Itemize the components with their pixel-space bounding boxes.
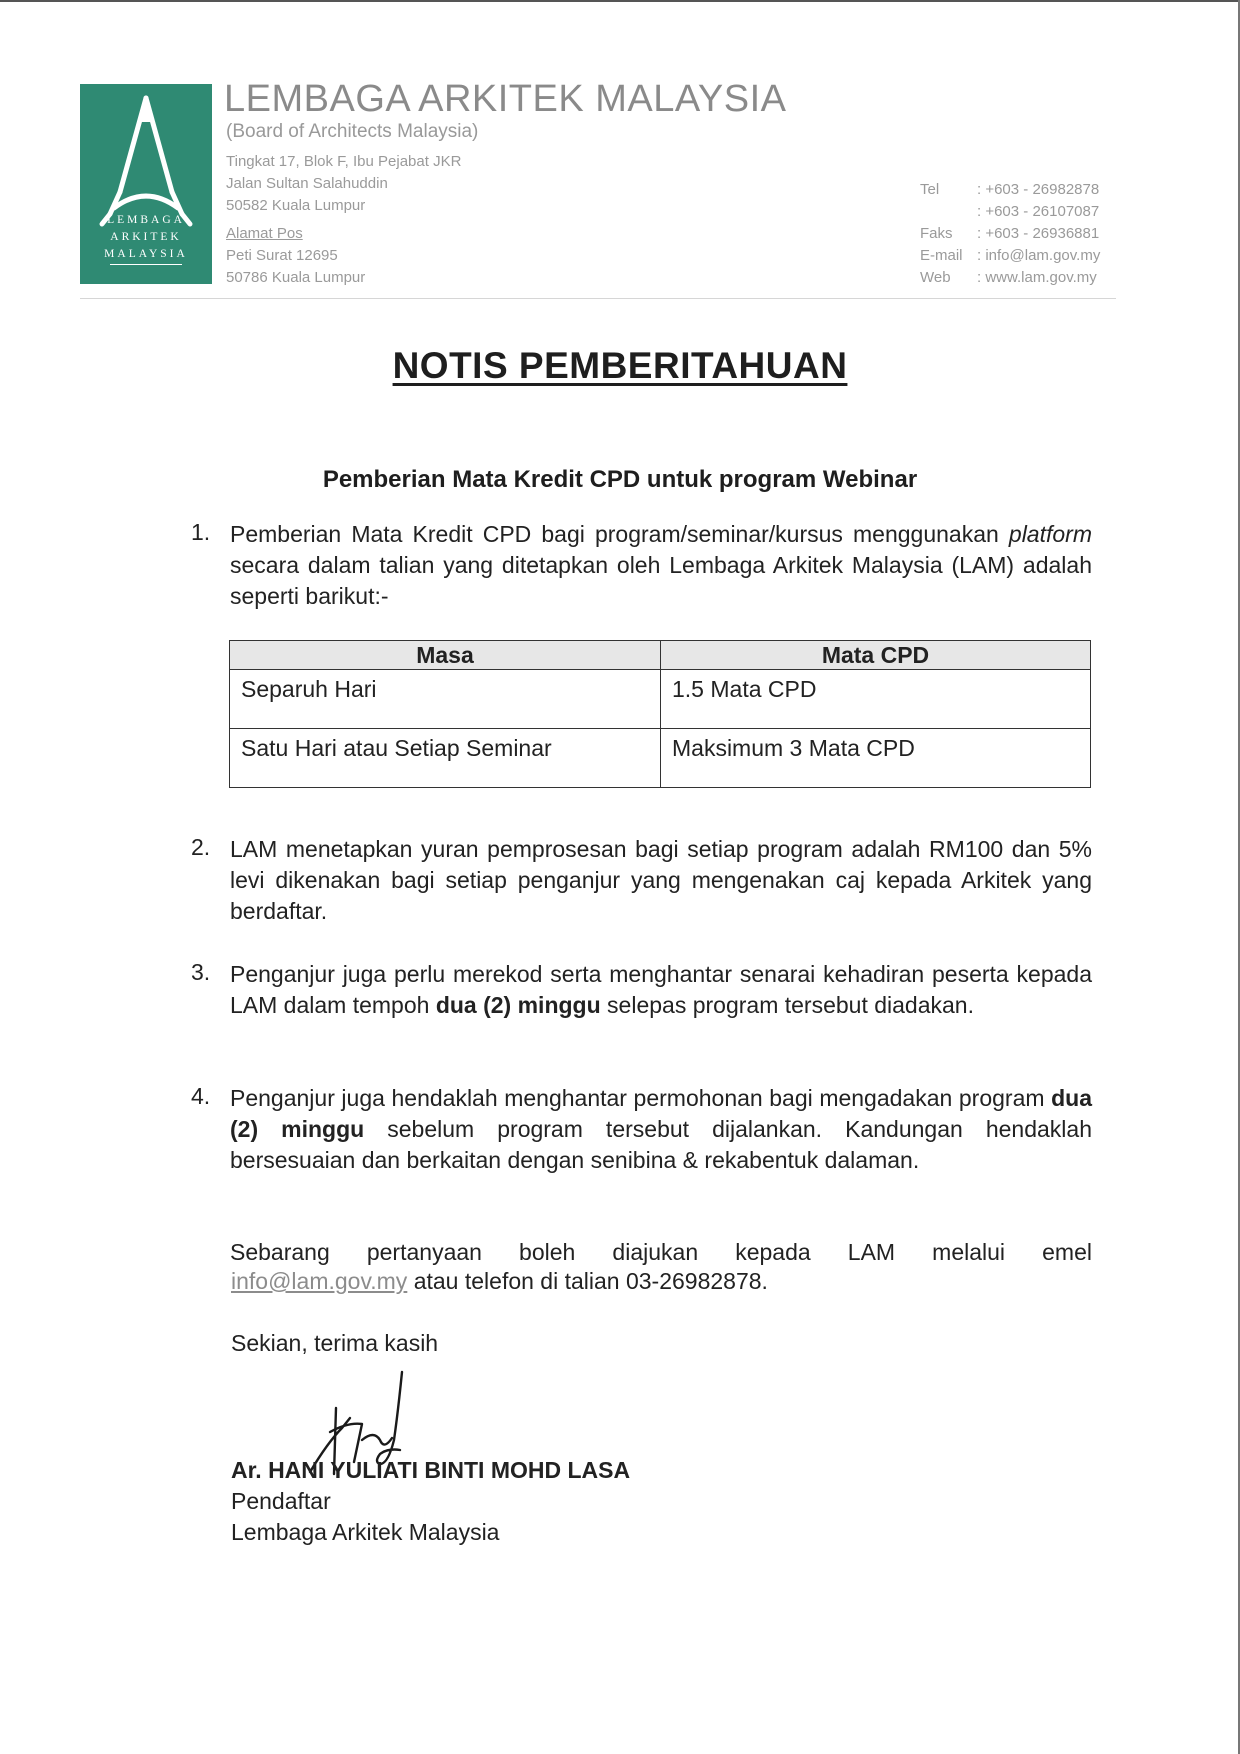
scan-edge-top xyxy=(0,0,1240,2)
signer-organisation: Lembaga Arkitek Malaysia xyxy=(231,1519,500,1545)
table-header-mata-cpd: Mata CPD xyxy=(661,641,1091,670)
item-2-number: 2. xyxy=(191,834,211,860)
item-4-text-b: sebelum program tersebut dijalankan. Kandungan hendaklah bersesuaian dan berkaitan dengan senibina & rekabentuk dalaman. xyxy=(230,1116,1092,1173)
cpd-table xyxy=(229,640,1091,788)
notice-subject: Pemberian Mata Kredit CPD untuk program Webinar xyxy=(322,466,918,493)
table-cell: Satu Hari atau Setiap Seminar xyxy=(230,729,661,788)
signer-name: Ar. HANI YULIATI BINTI MOHD LASA xyxy=(231,1457,631,1483)
table-cell: Separuh Hari xyxy=(230,670,661,729)
address-line-1: Tingkat 17, Blok F, Ibu Pejabat JKR xyxy=(226,153,462,170)
item-1-text-b: secara dalam talian yang ditetapkan oleh Lembaga Arkitek Malaysia (LAM) adalah seperti barikut:- xyxy=(230,552,1092,609)
contact-label-tel: Tel xyxy=(920,181,940,198)
table-header-masa: Masa xyxy=(230,641,661,670)
item-3-text-b: selepas program tersebut diadakan. xyxy=(600,992,974,1018)
logo-line-3: MALAYSIA xyxy=(104,248,188,260)
enquiry-line-1: Sebarang pertanyaan boleh diajukan kepada LAM melalui emel xyxy=(230,1239,1092,1265)
item-1-text xyxy=(230,519,1092,612)
address-line-2: Jalan Sultan Salahuddin xyxy=(226,175,388,192)
postal-line-1: Peti Surat 12695 xyxy=(226,247,338,264)
letterhead-divider xyxy=(80,298,1116,299)
table-row xyxy=(230,670,1091,729)
notice-title-text: NOTIS PEMBERITAHUAN xyxy=(392,345,848,386)
enquiry-line-2 xyxy=(231,1268,768,1295)
item-4-text xyxy=(230,1083,1092,1176)
item-4-number: 4. xyxy=(191,1083,211,1109)
contact-value-tel-1: : +603 - 26982878 xyxy=(977,181,1100,198)
item-3-text-bold: dua (2) minggu xyxy=(435,992,601,1018)
item-1-number: 1. xyxy=(191,519,211,545)
item-1-text-a: Pemberian Mata Kredit CPD bagi program/seminar/kursus menggunakan xyxy=(230,521,1009,547)
lam-logo xyxy=(80,84,212,284)
contact-label-fax: Faks xyxy=(920,225,953,242)
contact-label-email: E-mail xyxy=(920,247,963,264)
item-3-number: 3. xyxy=(191,959,211,985)
table-row xyxy=(230,729,1091,788)
table-cell: Maksimum 3 Mata CPD xyxy=(661,729,1091,788)
logo-line-1: LEMBAGA xyxy=(107,214,185,226)
organisation-subtitle: (Board of Architects Malaysia) xyxy=(226,121,479,142)
signer-title: Pendaftar xyxy=(231,1488,331,1514)
logo-rule xyxy=(110,264,182,265)
enquiry-email-link[interactable]: info@lam.gov.my xyxy=(231,1268,408,1294)
closing-text: Sekian, terima kasih xyxy=(231,1330,439,1356)
item-2-text: LAM menetapkan yuran pemprosesan bagi setiap program adalah RM100 dan 5% levi dikenakan bagi setiap penganjur yang mengenakan caj kepada Arkitek yang berdaftar. xyxy=(230,836,1092,924)
address-line-3: 50582 Kuala Lumpur xyxy=(226,197,366,214)
postal-line-2: 50786 Kuala Lumpur xyxy=(226,269,366,286)
item-4-text-bold: dua (2) minggu xyxy=(230,1085,1092,1142)
contact-label-web: Web xyxy=(920,269,951,286)
notice-title xyxy=(0,345,1240,387)
item-3-text xyxy=(230,959,1092,1021)
contact-value-fax: : +603 - 26936881 xyxy=(977,225,1100,242)
table-cell: 1.5 Mata CPD xyxy=(661,670,1091,729)
postal-heading: Alamat Pos xyxy=(226,225,303,242)
item-1-text-italic: platform xyxy=(1008,521,1092,547)
contact-value-email[interactable]: : info@lam.gov.my xyxy=(977,247,1101,264)
organisation-name: LEMBAGA ARKITEK MALAYSIA xyxy=(224,78,787,120)
enquiry-phone-text: atau telefon di talian 03-26982878. xyxy=(407,1268,768,1294)
table-header-row xyxy=(230,641,1091,670)
item-3-text-a: Penganjur juga perlu merekod serta menghantar senarai kehadiran peserta kepada LAM dalam tempoh xyxy=(230,961,1092,1018)
item-4-text-a: Penganjur juga hendaklah menghantar permohonan bagi mengadakan program xyxy=(230,1085,1052,1111)
contact-value-tel-2: : +603 - 26107087 xyxy=(977,203,1100,220)
logo-line-2: ARKITEK xyxy=(110,231,182,243)
contact-value-web[interactable]: : www.lam.gov.my xyxy=(977,269,1097,286)
